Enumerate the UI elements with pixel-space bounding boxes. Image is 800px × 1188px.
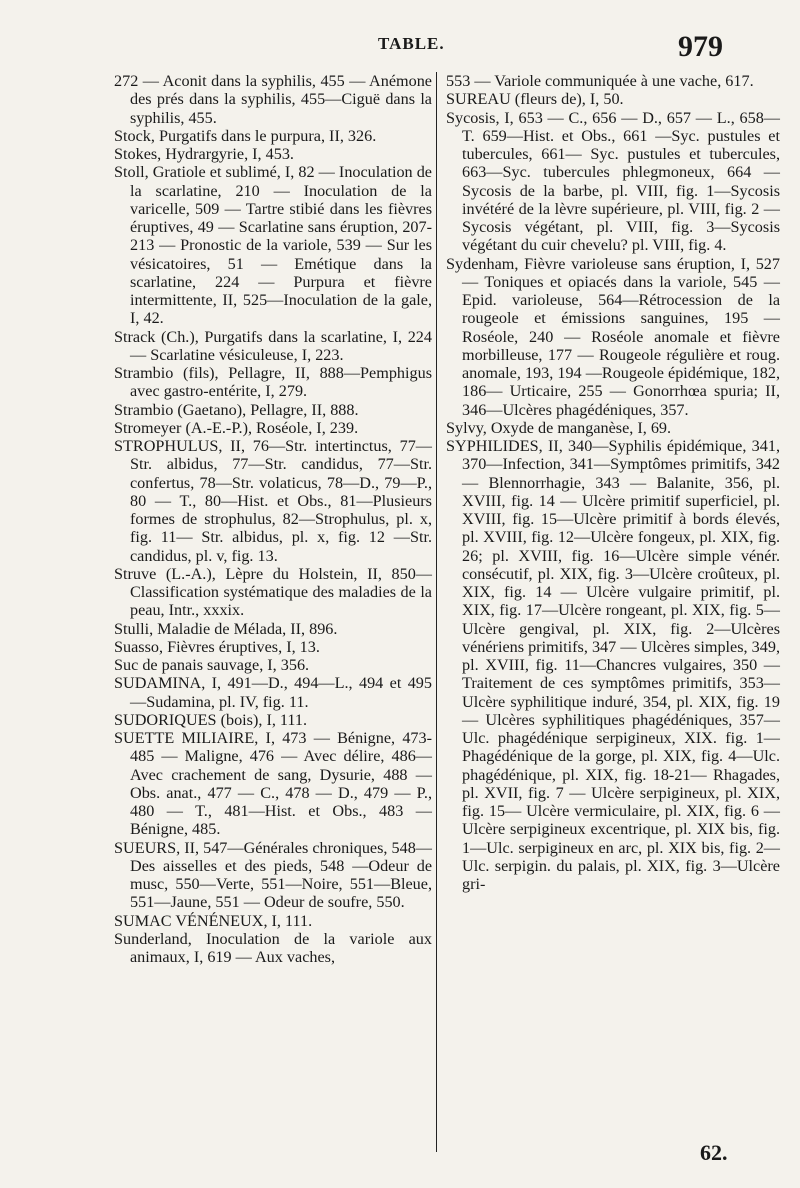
index-entry: SUETTE MILIAIRE, I, 473 — Bénigne, 473-485 — Maligne, 476 — Avec délire, 486—Avec crachement de sang, Dysurie, 488 — Obs. anat., 477 — C., 478 — D., 479 — P., 480 — T., 481—Hist. et Obs., 483 — Bénigne, 485. — [114, 729, 432, 839]
index-entry: Strack (Ch.), Purgatifs dans la scarlatine, I, 224 — Scarlatine vésiculeuse, I, 223. — [114, 327, 432, 364]
index-entry: 272 — Aconit dans la syphilis, 455 — Anémone des prés dans la syphilis, 455—Ciguë dans la syphilis, 455. — [114, 72, 432, 127]
index-entry: SUEURS, II, 547—Générales chroniques, 548—Des aisselles et des pieds, 548 —Odeur de musc, 550—Verte, 551—Noire, 551—Bleue, 551—Jaune, 551 — Odeur de soufre, 550. — [114, 838, 432, 912]
page-number: 979 — [678, 30, 723, 63]
index-entry: Strambio (fils), Pellagre, II, 888—Pemphigus avec gastro-entérite, I, 279. — [114, 364, 432, 401]
index-entry: Struve (L.-A.), Lèpre du Holstein, II, 850—Classification systématique des maladies de la peau, Intr., xxxix. — [114, 564, 432, 620]
index-entry: Sycosis, I, 653 — C., 656 — D., 657 — L., 658—T. 659—Hist. et Obs., 661 —Syc. pustules et tubercules, 661— Syc. pustules et tubercules, 663—Syc. tubercules phlegmoneux, 664 — Sycosis de la barbe, pl. VIII, fig. 1—Sycosis invétéré de la lèvre supérieure, pl. VIII, fig. 2 — Sycosis végétant, pl. VIII, fig. 3—Sycosis végétant du cuir chevelu? pl. VIII, fig. 4. — [446, 108, 780, 255]
index-entry: Stock, Purgatifs dans le purpura, II, 326. — [114, 126, 377, 145]
index-entry: Strambio (Gaetano), Pellagre, II, 888. — [114, 400, 359, 419]
index-entry: Sylvy, Oxyde de manganèse, I, 69. — [446, 418, 672, 437]
index-entry: Sunderland, Inoculation de la variole aux animaux, I, 619 — Aux vaches, — [114, 929, 432, 966]
index-entry: Sydenham, Fièvre varioleuse sans éruption, I, 527 — Toniques et opiacés dans la variole, 545 — Epid. varioleuse, 564—Rétrocession de la rougeole et émissions sanguines, 195 — Roséole, 240 — Roséole anomale et fièvre morbilleuse, 177 — Rougeole régulière et roug. anomale, 193, 194 —Rougeole épidémique, 182, 186— Urticaire, 255 — Gonorrhœa spuria; II, 346—Ulcères phagédéniques, 357. — [446, 254, 780, 419]
index-entry: Stokes, Hydrargyrie, I, 453. — [114, 145, 294, 163]
index-entry: Suc de panais sauvage, I, 356. — [114, 656, 310, 674]
index-entry: SUREAU (fleurs de), I, 50. — [446, 90, 624, 109]
index-entry: SUDORIQUES (bois), I, 111. — [114, 710, 308, 729]
index-entry: SUDAMINA, I, 491—D., 494—L., 494 et 495—Sudamina, pl. IV, fig. 11. — [114, 674, 432, 711]
index-entry: 553 — Variole communiquée à une vache, 617. — [446, 72, 754, 90]
right-column — [446, 72, 780, 893]
left-column — [114, 72, 432, 966]
index-entry: Suasso, Fièvres éruptives, I, 13. — [114, 637, 320, 656]
signature-mark: 62. — [700, 1140, 728, 1165]
index-entry: SYPHILIDES, II, 340—Syphilis épidémique, 341, 370—Infection, 341—Symptômes primitifs, 342 — Blennorrhagie, 343 — Balanite, 356, pl. XVIII, fig. 14 — Ulcère primitif superficiel, pl. XVIII, fig. 15—Ulcère primitif à bords élevés, pl. XVIII, fig. 12—Ulcère fongeux, pl. XIX, fig. 26; pl. XVIII, fig. 16—Ulcère simple vénér. consécutif, pl. XIX, fig. 3—Ulcère croûteux, pl. XIX, fig. 14 — Ulcère vulgaire primitif, pl. XIX, fig. 17—Ulcère rongeant, pl. XIX, fig. 5—Ulcère gengival, pl. XIX, fig. 2—Ulcères vénériens primitifs, 347 — Ulcères simples, 349, pl. XVIII, fig. 11—Chancres vulgaires, 350 — Traitement de ces symptômes primitifs, 353—Ulcère syphilitique induré, 354, pl. XIX, fig. 19— Ulcères syphilitiques phagédéniques, 357—Ulc. phagédénique serpigineux, XIX. fig. 1—Phagédénique de la gorge, pl. XIX, fig. 4—Ulc. phagédénique, pl. XIX, fig. 18-21— Rhagades, pl. XVII, fig. 7 — Ulcère serpigineux, pl. XIX, fig. 15— Ulcère vermiculaire, pl. XIX, fig. 6 —Ulcère serpigineux excentrique, pl. XIX bis, fig. 1—Ulc. serpigineux en arc, pl. XIX bis, fig. 2—Ulc. serpigin. du palais, pl. XIX, fig. 3—Ulcère gri- — [446, 437, 780, 893]
index-entry: SUMAC VÉNÉNEUX, I, 111. — [114, 911, 313, 930]
column-divider — [436, 72, 437, 1152]
running-header: TABLE. — [378, 34, 445, 53]
index-entry: STROPHULUS, II, 76—Str. intertinctus, 77—Str. albidus, 77—Str. candidus, 77—Str. confertus, 78—Str. volaticus, 78—D., 79—P., 80 — T., 80—Hist. et Obs., 81—Plusieurs formes de strophulus, 82—Strophulus, pl. x, fig. 11— Str. albidus, pl. x, fig. 12 —Str. candidus, pl. v, fig. 13. — [114, 437, 432, 565]
index-entry: Stromeyer (A.-E.-P.), Roséole, I, 239. — [114, 418, 359, 437]
index-entry: Stoll, Gratiole et sublimé, I, 82 — Inoculation de la scarlatine, 210 — Inoculation de la varicelle, 509 — Tartre stibié dans les fièvres éruptives, 49 — Scarlatine sans éruption, 207-213 — Pronostic de la variole, 539 — Sur les vésicatoires, 51 — Emétique dans la scarlatine, 224 — Purpura et fièvre intermittente, II, 525—Inoculation de la gale, I, 42. — [114, 163, 432, 328]
index-entry: Stulli, Maladie de Mélada, II, 896. — [114, 619, 338, 638]
